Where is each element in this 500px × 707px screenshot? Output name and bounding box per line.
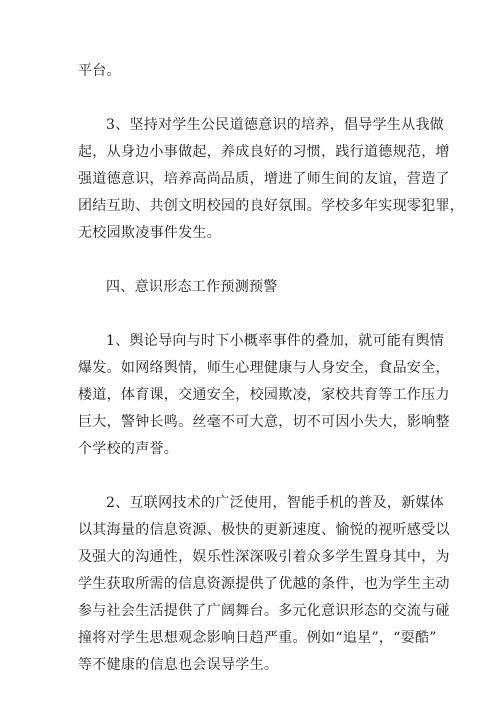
paragraph-gap: [78, 85, 422, 112]
section-heading: [78, 274, 422, 301]
text-line: 撞将对学生思想观念影响日趋严重。例如“追星”，“耍酷”: [78, 630, 437, 646]
paragraph-gap: [78, 301, 422, 328]
text-line: 强道德意识，培养高尚品质，增进了师生间的友谊，营造了: [78, 171, 450, 187]
text-line: 学生获取所需的信息资源提供了优越的条件，也为学生主动: [78, 576, 450, 592]
text-line: 3、坚持对学生公民道德意识的培养，倡导学生从我做: [106, 117, 445, 133]
text-line: 巨大，警钟长鸣。丝毫不可大意，切不可因小失大，影响整: [78, 414, 450, 430]
text-line: 起，从身边小事做起，养成良好的习惯，践行道德规范，增: [78, 144, 450, 160]
text-line: 个学校的声誉。: [78, 441, 179, 457]
text-line: 2、互联网技术的广泛使用，智能手机的普及，新媒体: [106, 495, 445, 511]
paragraph-continuation: [78, 58, 422, 85]
text-line: 楼道，体育课，交通安全，校园欺凌，家校共育等工作压力: [78, 387, 450, 403]
text-line: 爆发。如网络舆情，师生心理健康与人身安全，食品安全，: [78, 360, 450, 376]
paragraph-public-opinion: [78, 328, 450, 463]
text-line: 团结互助、共创文明校园的良好氛围。学校多年实现零犯罪，: [78, 198, 465, 214]
text-line: 平台。: [78, 63, 121, 79]
paragraph-moral-education: [78, 112, 465, 247]
paragraph-gap: [78, 463, 422, 490]
text-line: 等不健康的信息也会误导学生。: [78, 657, 279, 673]
text-line: 无校园欺凌事件发生。: [78, 225, 221, 241]
text-line: 及强大的沟通性，娱乐性深深吸引着众多学生置身其中，为: [78, 549, 450, 565]
text-line: 以其海量的信息资源、极快的更新速度、愉悦的视听感受以: [78, 522, 450, 538]
heading-text: 四、意识形态工作预测预警: [106, 279, 278, 295]
text-line: 参与社会生活提供了广阔舞台。多元化意识形态的交流与碰: [78, 603, 450, 619]
text-line: 1、舆论导向与时下小概率事件的叠加，就可能有舆情: [106, 333, 445, 349]
paragraph-gap: [78, 247, 422, 274]
document-page: [78, 58, 465, 679]
paragraph-internet: [78, 490, 450, 679]
